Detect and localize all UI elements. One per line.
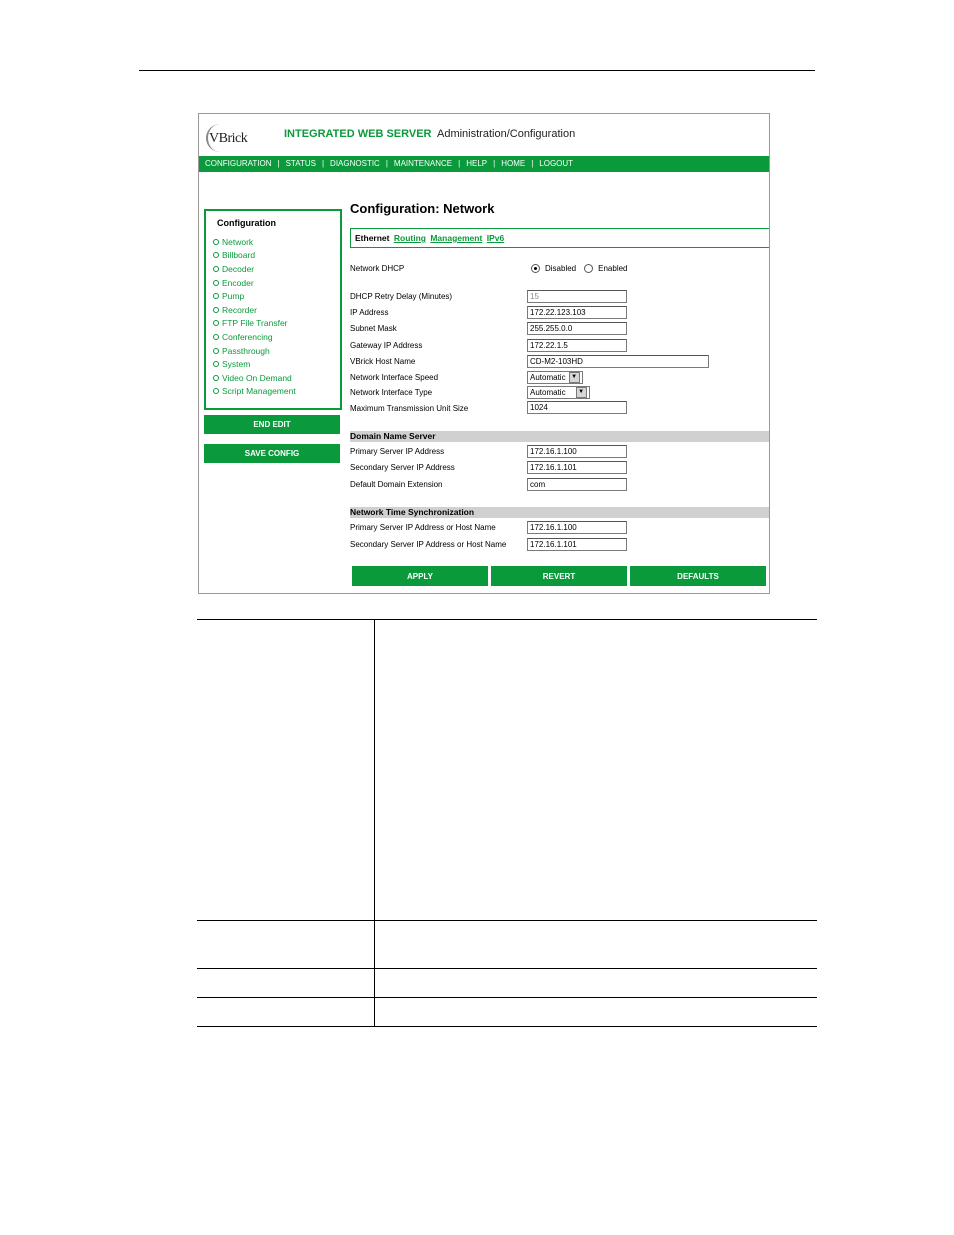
table-top-border [197, 619, 817, 620]
sidebar-item-encoder[interactable]: Encoder [213, 276, 296, 290]
retry-delay-field[interactable]: 15 [527, 290, 627, 303]
subnet-mask-field[interactable]: 255.255.0.0 [527, 322, 627, 335]
nav-configuration[interactable]: CONFIGURATION [205, 159, 272, 168]
interface-speed-label: Network Interface Speed [350, 373, 439, 382]
domain-extension-label: Default Domain Extension [350, 480, 443, 489]
subnet-mask-label: Subnet Mask [350, 324, 397, 333]
revert-button[interactable]: REVERT [491, 566, 627, 586]
ip-address-label: IP Address [350, 308, 389, 317]
sidebar-item-passthrough[interactable]: Passthrough [213, 344, 296, 358]
bullet-icon [213, 361, 219, 367]
vbrick-logo: VBrick [206, 122, 248, 156]
sidebar-item-network[interactable]: Network [213, 235, 296, 249]
page-title: Configuration: Network [350, 201, 495, 216]
domain-extension-field[interactable]: com [527, 478, 627, 491]
ip-address-field[interactable]: 172.22.123.103 [527, 306, 627, 319]
ntp-secondary-label: Secondary Server IP Address or Host Name [350, 540, 507, 549]
nav-home[interactable]: HOME [501, 159, 526, 168]
host-name-field[interactable]: CD-M2-103HD [527, 355, 709, 368]
save-config-button[interactable]: SAVE CONFIG [204, 444, 340, 463]
bullet-icon [213, 375, 219, 381]
bullet-icon [213, 320, 219, 326]
dns-primary-label: Primary Server IP Address [350, 447, 445, 456]
tab-ethernet: Ethernet [355, 233, 390, 243]
gateway-label: Gateway IP Address [350, 341, 423, 350]
end-edit-button[interactable]: END EDIT [204, 415, 340, 434]
mtu-label: Maximum Transmission Unit Size [350, 404, 469, 413]
table-row-divider [197, 920, 817, 921]
sidebar-title: Configuration [217, 218, 276, 228]
sidebar-item-recorder[interactable]: Recorder [213, 303, 296, 317]
tab-ipv6[interactable]: IPv6 [486, 233, 505, 243]
bullet-icon [213, 348, 219, 354]
dns-secondary-label: Secondary Server IP Address [350, 463, 455, 472]
app-subtitle: Administration/Configuration [437, 128, 576, 140]
sidebar-item-ftp-file-transfer[interactable]: FTP File Transfer [213, 317, 296, 331]
sidebar-item-decoder[interactable]: Decoder [213, 262, 296, 276]
dns-secondary-field[interactable]: 172.16.1.101 [527, 461, 627, 474]
tab-management[interactable]: Management [430, 233, 483, 243]
sidebar-item-video-on-demand[interactable]: Video On Demand [213, 371, 296, 385]
dhcp-enabled-label: Enabled [598, 264, 628, 273]
dns-primary-field[interactable]: 172.16.1.100 [527, 445, 627, 458]
configuration-sidebar [204, 209, 342, 410]
bullet-icon [213, 280, 219, 286]
table-row-divider [197, 968, 817, 969]
page-header-rule [139, 70, 815, 71]
interface-type-select[interactable]: Automatic ▼ [527, 386, 590, 399]
table-bottom-border [197, 1026, 817, 1027]
dhcp-disabled-label: Disabled [545, 264, 577, 273]
sidebar-item-conferencing[interactable]: Conferencing [213, 330, 296, 344]
dhcp-label: Network DHCP [350, 264, 405, 273]
bullet-icon [213, 266, 219, 272]
apply-button[interactable]: APPLY [352, 566, 488, 586]
ntp-primary-field[interactable]: 172.16.1.100 [527, 521, 627, 534]
dropdown-arrow-icon: ▼ [576, 387, 587, 398]
sidebar-item-system[interactable]: System [213, 357, 296, 371]
ntp-secondary-field[interactable]: 172.16.1.101 [527, 538, 627, 551]
nav-logout[interactable]: LOGOUT [539, 159, 574, 168]
interface-type-label: Network Interface Type [350, 388, 433, 397]
network-subnav [350, 228, 769, 248]
tab-routing[interactable]: Routing [393, 233, 426, 243]
dhcp-radio-group [531, 264, 628, 273]
bullet-icon [213, 252, 219, 258]
sidebar-item-pump[interactable]: Pump [213, 289, 296, 303]
nav-maintenance[interactable]: MAINTENANCE [393, 159, 453, 168]
nav-status[interactable]: STATUS [285, 159, 316, 168]
sidebar-item-billboard[interactable]: Billboard [213, 249, 296, 263]
top-nav-bar: CONFIGURATION | STATUS | DIAGNOSTIC | MAINTENANCE | HELP | HOME | LOGOUT [199, 156, 769, 172]
bullet-icon [213, 388, 219, 394]
mtu-field[interactable]: 1024 [527, 401, 627, 414]
table-column-divider [374, 619, 375, 1027]
host-name-label: VBrick Host Name [350, 357, 416, 366]
nav-diagnostic[interactable]: DIAGNOSTIC [330, 159, 380, 168]
gateway-field[interactable]: 172.22.1.5 [527, 339, 627, 352]
defaults-button[interactable]: DEFAULTS [630, 566, 766, 586]
dhcp-enabled-radio[interactable] [584, 264, 593, 273]
dropdown-arrow-icon: ▼ [569, 372, 580, 383]
dhcp-disabled-radio[interactable] [531, 264, 540, 273]
retry-delay-label: DHCP Retry Delay (Minutes) [350, 292, 453, 301]
table-row-divider [197, 997, 817, 998]
nav-help[interactable]: HELP [466, 159, 488, 168]
bullet-icon [213, 239, 219, 245]
bullet-icon [213, 307, 219, 313]
app-name: INTEGRATED WEB SERVER [284, 128, 432, 140]
ntp-primary-label: Primary Server IP Address or Host Name [350, 523, 496, 532]
ntp-section-header: Network Time Synchronization [350, 507, 769, 518]
dns-section-header: Domain Name Server [350, 431, 769, 442]
bullet-icon [213, 334, 219, 340]
interface-speed-select[interactable]: Automatic ▼ [527, 371, 583, 384]
sidebar-item-script-management[interactable]: Script Management [213, 385, 296, 399]
web-server-screenshot [198, 113, 770, 594]
bullet-icon [213, 293, 219, 299]
